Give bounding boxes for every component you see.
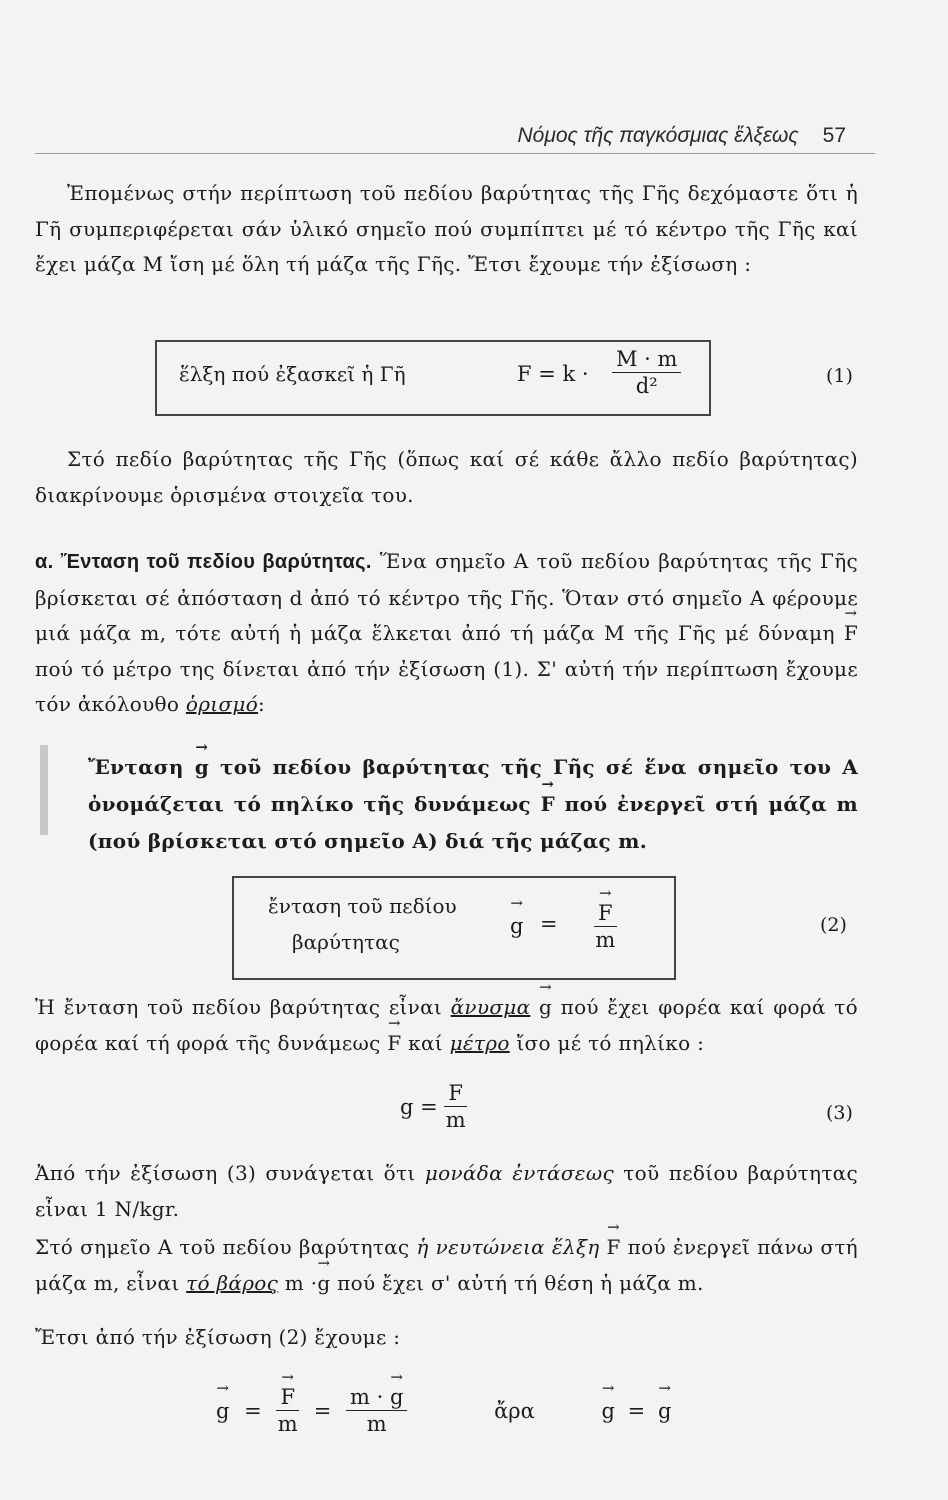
- para3-F-vector: → F: [387, 1026, 401, 1062]
- equation-1-fraction: [612, 346, 681, 399]
- equation-3: [400, 1080, 467, 1133]
- equation-1-label: ἕλξη πού ἐξασκεῖ ἡ Γῆ: [179, 362, 406, 386]
- para5-m: m ·: [284, 1270, 318, 1295]
- equation-3-number: (3): [826, 1102, 853, 1124]
- para5-varos: τό βάρος: [186, 1270, 279, 1295]
- paragraph-2: Στό πεδίο βαρύτητας τῆς Γῆς (ὅπως καί σέ κάθε ἄλλο πεδίο βαρύτητας) διακρίνουμε ὁρισμένα στοιχεῖα του.: [35, 447, 858, 507]
- equation-2-denominator: m: [595, 928, 616, 952]
- equation-4-den2: m: [366, 1412, 387, 1436]
- definition-t3: πού ἐνεργεῖ στή μάζα m (πού βρίσκεται στό σημεῖο A) διά τῆς μάζας m.: [88, 792, 859, 853]
- equation-3-lhs: g =: [400, 1094, 438, 1119]
- para3-metro: μέτρο: [449, 1030, 510, 1055]
- paragraph-3: [35, 990, 858, 1061]
- page-number: 57: [822, 124, 846, 147]
- section-a-heading: α. Ἔνταση τοῦ πεδίου βαρύτητας.: [35, 551, 372, 573]
- definition-g-vector: → g: [195, 749, 209, 786]
- section-a-paragraph: [35, 544, 858, 723]
- equation-4-num1: → F: [276, 1384, 299, 1411]
- section-a-text-2: πού τό μέτρο της δίνεται ἀπό τήν ἐξίσωση (1). Σ' αὐτή τήν περίπτωση ἔχουμε τόν ἀκόλουθο: [35, 656, 858, 716]
- equation-2-box: [232, 876, 676, 980]
- equation-4-eq2: =: [313, 1398, 332, 1423]
- para5-t3: πού ἔχει σ' αὐτή τή θέση ἡ μάζα m.: [337, 1270, 704, 1295]
- equation-4-eq1: =: [244, 1398, 262, 1423]
- para5-g-vector: → g: [317, 1266, 330, 1302]
- header-rule: [35, 153, 875, 154]
- para3-anysma: ἄνυσμα: [450, 995, 531, 1019]
- equation-3-denominator: m: [445, 1108, 466, 1132]
- definition-paragraph: [88, 749, 858, 860]
- equation-4-eq3: =: [627, 1398, 646, 1423]
- equation-1-numerator: M · m: [612, 346, 681, 373]
- equation-2-fraction: [594, 900, 617, 953]
- para5-newt: ἡ νευτώνεια ἕλξη: [416, 1235, 600, 1259]
- equation-4-num2-m: m ·: [350, 1385, 384, 1409]
- equation-2-number: (2): [820, 914, 847, 936]
- equation-4-g1: → g: [216, 1399, 229, 1423]
- equation-2-label-1: ἔνταση τοῦ πεδίου: [268, 894, 457, 918]
- para4-t2: τοῦ πεδίου βαρύτητας εἶναι 1 N/kgr.: [35, 1161, 858, 1221]
- paragraph-5: [35, 1230, 858, 1301]
- header-title: Νόμος τῆς παγκόσμιας ἕλξεως: [517, 124, 799, 147]
- running-header: [518, 124, 846, 148]
- definition-t1: Ἔνταση: [88, 755, 184, 779]
- definition-sidebar-bar: [40, 745, 48, 835]
- definition-F-vector: → F: [541, 786, 556, 823]
- equation-4-ara: ἄρα: [494, 1398, 535, 1423]
- para3-t2: πού ἔχει φορέα καί φορά τό φορέα καί τή φορά τῆς δυνάμεως: [35, 995, 858, 1055]
- equation-4-den1: m: [277, 1412, 298, 1436]
- para3-t1: Ἡ ἔνταση τοῦ πεδίου βαρύτητας εἶναι: [35, 995, 443, 1019]
- para4-t1: Ἀπό τήν ἐξίσωση (3) συνάγεται ὅτι: [35, 1161, 416, 1185]
- para5-t1: Στό σημεῖο A τοῦ πεδίου βαρύτητας: [35, 1235, 410, 1259]
- equation-2-label-2: βαρύτητας: [292, 930, 400, 954]
- equation-4-g3: → g: [658, 1399, 671, 1423]
- section-a-colon: :: [258, 692, 266, 716]
- para3-g-vector: → g: [539, 990, 552, 1026]
- equation-1-lhs: F = k ·: [517, 362, 589, 386]
- para3-t3: καί: [408, 1030, 443, 1055]
- equation-4-num2-g: → g: [390, 1384, 403, 1410]
- para3-t4: ἴσο μέ τό πηλίκο :: [516, 1030, 705, 1055]
- force-vector-F: → F: [844, 616, 858, 652]
- equation-2-numerator: → F: [594, 900, 617, 927]
- definition-t2: τοῦ πεδίου βαρύτητας τῆς Γῆς σέ ἕνα σημεῖο του A ὀνομάζεται τό πηλίκο τῆς δυνάμεως: [88, 755, 859, 816]
- section-a-text-1: Ἕνα σημεῖο A τοῦ πεδίου βαρύτητας τῆς Γῆς βρίσκεται σέ ἀπόσταση d ἀπό τό κέντρο τῆς Γῆς. Ὅταν στό σημεῖο A φέρουμε μιά μάζα m, τότε αὐτή ἡ μάζα ἕλκεται ἀπό τή μάζα M τῆς Γῆς μέ δύναμη: [35, 549, 858, 645]
- equation-2-g: → g: [510, 914, 523, 938]
- equation-4-g2: → g: [602, 1399, 615, 1423]
- section-a-orismo: ὁρισμό: [185, 692, 259, 716]
- para5-t2: πού ἐνεργεῖ πάνω στή μάζα m, εἶναι: [35, 1235, 858, 1295]
- para4-monada: μονάδα ἐντάσεως: [424, 1161, 614, 1185]
- equation-4-fraction-1: [276, 1384, 299, 1437]
- equation-4: [216, 1384, 671, 1437]
- paragraph-1: Ἐπομένως στήν περίπτωση τοῦ πεδίου βαρύτητας τῆς Γῆς δεχόμαστε ὅτι ἡ Γῆ συμπεριφέρεται σάν ὑλικό σημεῖο πού συμπίπτει μέ τό κέντρο τῆς Γῆς καί ἔχει μάζα M ἴση μέ ὅλη τή μάζα τῆς Γῆς. Ἔτσι ἔχουμε τήν ἐξίσωση :: [35, 181, 858, 276]
- paragraph-4: [35, 1156, 858, 1227]
- paragraph-6: Ἔτσι ἀπό τήν ἐξίσωση (2) ἔχουμε :: [35, 1325, 401, 1349]
- equation-3-fraction: [444, 1080, 467, 1133]
- para5-F-vector: → F: [607, 1230, 621, 1266]
- equation-4-num2: [346, 1384, 407, 1411]
- equation-4-fraction-2: [346, 1384, 407, 1437]
- equation-2-eq: =: [540, 912, 558, 936]
- equation-3-numerator: F: [444, 1080, 467, 1107]
- equation-1-box: [155, 340, 711, 416]
- equation-1-number: (1): [826, 365, 853, 387]
- equation-1-denominator: d²: [635, 374, 658, 398]
